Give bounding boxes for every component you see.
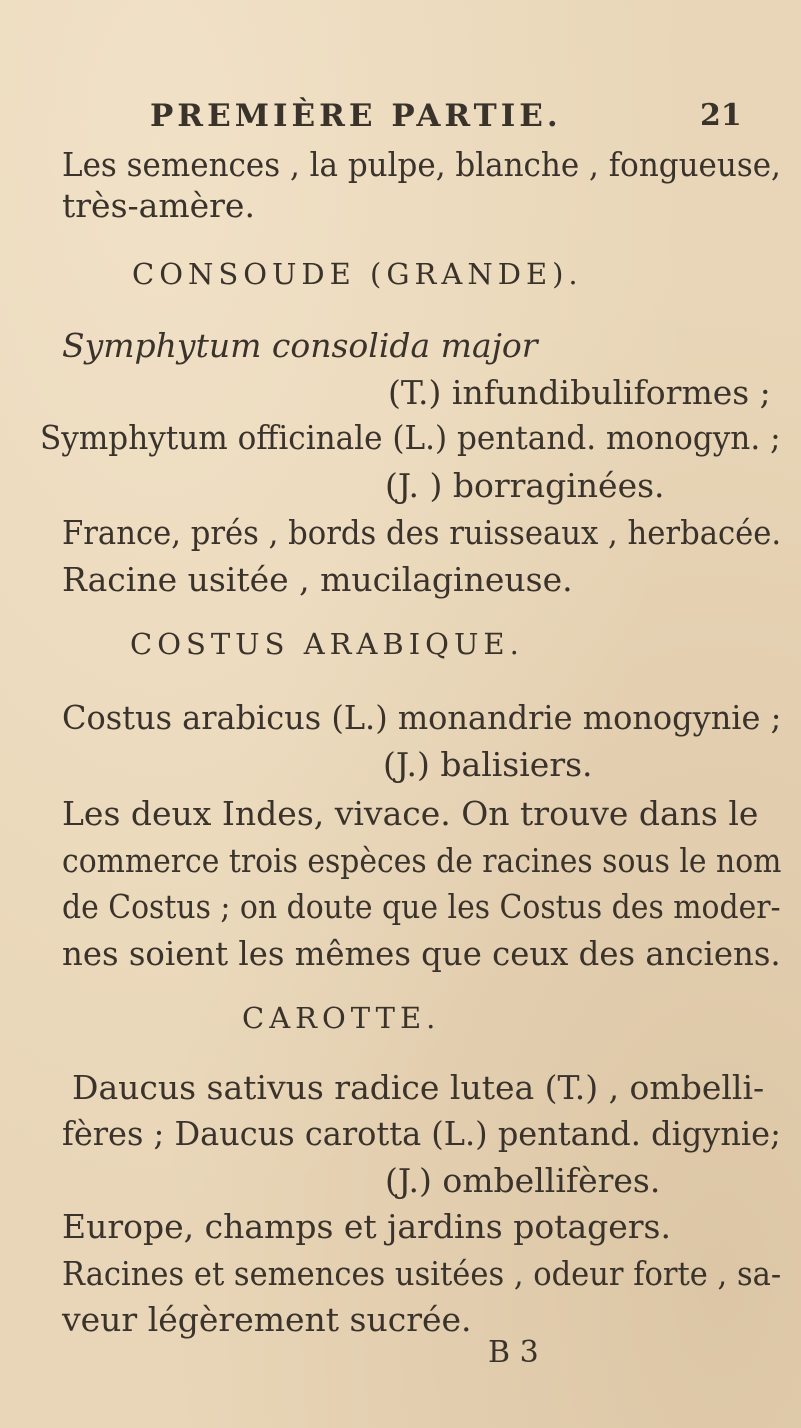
text-line: (J.) balisiers. bbox=[383, 745, 593, 785]
text-line: Racines et semences usitées , odeur forte , sa- bbox=[62, 1253, 782, 1293]
running-title: PREMIÈRE PARTIE. bbox=[150, 98, 562, 134]
signature-mark: B 3 bbox=[488, 1335, 539, 1370]
text-line: très-amère. bbox=[62, 186, 255, 226]
text-line: Daucus sativus radice lutea (T.) , ombelli- bbox=[72, 1067, 765, 1107]
text-line: (J. ) borraginées. bbox=[385, 465, 665, 505]
text-line: Symphytum consolida major bbox=[62, 326, 538, 366]
section-heading-carotte: CAROTTE. bbox=[242, 1000, 441, 1035]
text-line: Europe, champs et jardins potagers. bbox=[62, 1207, 671, 1247]
section-heading-consoude: CONSOUDE (GRANDE). bbox=[132, 256, 583, 291]
text-line: veur légèrement sucrée. bbox=[62, 1300, 472, 1339]
section-heading-costus: COSTUS ARABIQUE. bbox=[130, 626, 524, 661]
text-line: fères ; Daucus carotta (L.) pentand. digynie; bbox=[62, 1114, 781, 1154]
text-line: Les deux Indes, vivace. On trouve dans le bbox=[62, 794, 759, 834]
text-line: Symphytum officinale (L.) pentand. monogyn. ; bbox=[40, 418, 781, 458]
text-line: (J.) ombellifères. bbox=[385, 1160, 661, 1200]
text-line: de Costus ; on doute que les Costus des moder- bbox=[62, 887, 781, 927]
text-line: nes soient les mêmes que ceux des anciens. bbox=[62, 933, 781, 973]
text-line: France, prés , bords des ruisseaux , herbacée. bbox=[62, 513, 782, 553]
text-line: Les semences , la pulpe, blanche , fongueuse, bbox=[62, 145, 781, 184]
text-line: (T.) infundibuliformes ; bbox=[388, 372, 771, 412]
text-line: commerce trois espèces de racines sous le nom bbox=[62, 840, 782, 880]
page-number: 21 bbox=[700, 98, 742, 133]
text-line: Costus arabicus (L.) monandrie monogynie ; bbox=[62, 697, 782, 737]
text-line: Racine usitée , mucilagineuse. bbox=[62, 559, 573, 599]
